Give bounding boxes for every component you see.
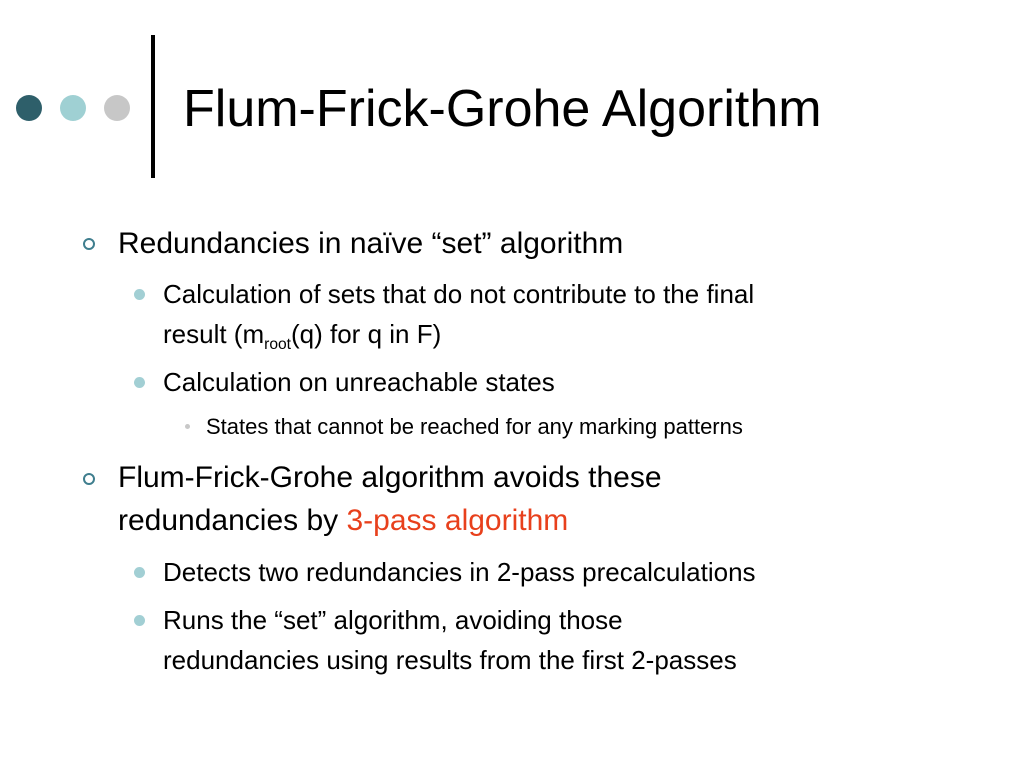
bullet-2-text bbox=[118, 456, 978, 542]
bullet-1-2-1-text bbox=[206, 412, 966, 442]
bullet-2-2-line-2: redundancies using results from the first 2-passes bbox=[163, 645, 737, 675]
bullet-1-1-text bbox=[163, 274, 963, 354]
level1-bullet-ring-icon bbox=[83, 238, 95, 250]
bullet-1-1-line-2-before: result (m bbox=[163, 319, 265, 349]
bullet-1-label: Redundancies in naïve “set” algorithm bbox=[118, 227, 624, 260]
header-dot-mid bbox=[60, 95, 86, 121]
bullet-1-2-1-label: States that cannot be reached for any marking patterns bbox=[206, 414, 743, 439]
level1-bullet-ring-icon bbox=[83, 473, 95, 485]
bullet-1-text bbox=[118, 222, 978, 265]
bullet-1-2-text bbox=[163, 362, 963, 402]
header-dot-light bbox=[104, 95, 130, 121]
level2-bullet-disc-icon bbox=[134, 615, 145, 626]
bullet-1-1-line-2-after: (q) for q in F) bbox=[291, 319, 442, 349]
root-subscript: root bbox=[264, 336, 291, 354]
bullet-2-1-text bbox=[163, 552, 963, 592]
title-divider bbox=[151, 35, 155, 178]
bullet-2-2-line-1: Runs the “set” algorithm, avoiding those bbox=[163, 605, 623, 635]
bullet-2-2-text bbox=[163, 600, 963, 680]
bullet-2-line-2: redundancies by bbox=[118, 504, 347, 537]
level2-bullet-disc-icon bbox=[134, 289, 145, 300]
bullet-1-1-line-1: Calculation of sets that do not contribute to the final bbox=[163, 279, 755, 309]
level2-bullet-disc-icon bbox=[134, 567, 145, 578]
three-pass-highlight: 3-pass algorithm bbox=[346, 504, 569, 537]
bullet-2-1-label: Detects two redundancies in 2-pass precalculations bbox=[163, 557, 756, 587]
level2-bullet-disc-icon bbox=[134, 377, 145, 388]
bullet-1-2-label: Calculation on unreachable states bbox=[163, 367, 555, 397]
slide-title: Flum-Frick-Grohe Algorithm bbox=[183, 80, 822, 138]
bullet-2-line-1: Flum-Frick-Grohe algorithm avoids these bbox=[118, 461, 662, 494]
header-dot-dark bbox=[16, 95, 42, 121]
level3-bullet-dot-icon bbox=[185, 424, 190, 429]
